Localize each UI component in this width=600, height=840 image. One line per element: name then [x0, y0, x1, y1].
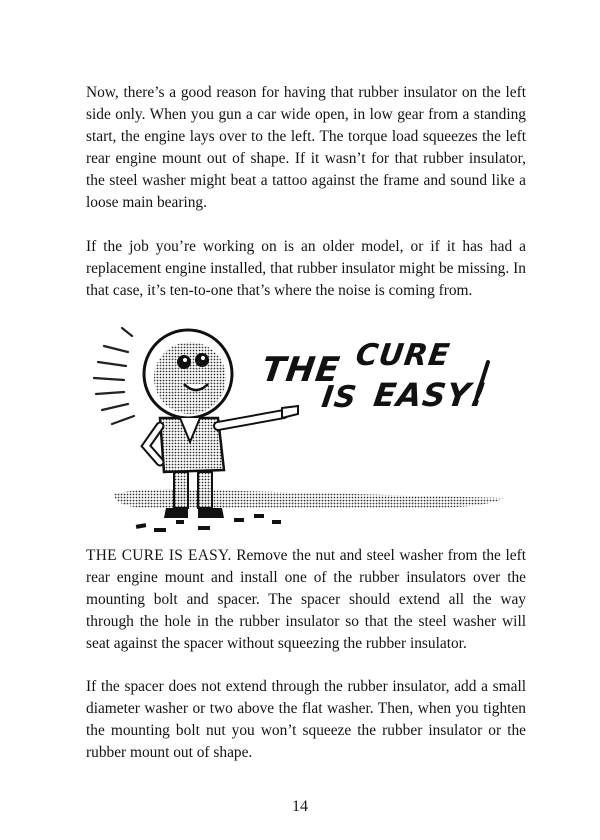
- headline-easy: EASY!: [371, 376, 490, 414]
- paragraph-older-model: If the job you’re working on is an older model, or if it has had a replacement engine installed, that rubber insulator might be missing. In that case, it’s ten-to-one that’s where the noise is coming from.: [86, 238, 526, 299]
- headline-is: IS: [319, 380, 360, 415]
- cartoon-head: [144, 330, 232, 418]
- paragraph-cure-body: Remove the nut and steel washer from the left rear engine mount and install one of the rubber insulators over the mounting bolt and spacer. The spacer should extend all the way through the hole in the rubber insulator so that the steel washer will seat against the spacer without squeezing the rubber insulator.: [86, 547, 526, 652]
- paragraph-cure-lead: THE CURE IS EASY.: [86, 547, 232, 564]
- page-number: 14: [292, 798, 308, 815]
- paragraph-spacer: If the spacer does not extend through the rubber insulator, add a small diameter washer or two above the flat washer. Then, when you tighten the mounting bolt nut you won’t squeeze the rubber insulator or the rubber mount out of shape.: [86, 678, 526, 761]
- ground-shadow: [114, 489, 504, 508]
- headline-cure: CURE: [353, 338, 453, 373]
- motion-lines: [94, 328, 134, 424]
- headline-the: THE: [259, 350, 343, 390]
- paragraph-torque: Now, there’s a good reason for having that rubber insulator on the left side only. When you gun a car wide open, in low gear from a standing start, the engine lays over to the left. The torque load squeezes the left rear engine mount out of shape. If it wasn’t for that rubber insulator, the steel washer might beat a tattoo against the frame and sound like a loose main bearing.: [86, 84, 526, 211]
- paragraph-cure: [86, 545, 526, 655]
